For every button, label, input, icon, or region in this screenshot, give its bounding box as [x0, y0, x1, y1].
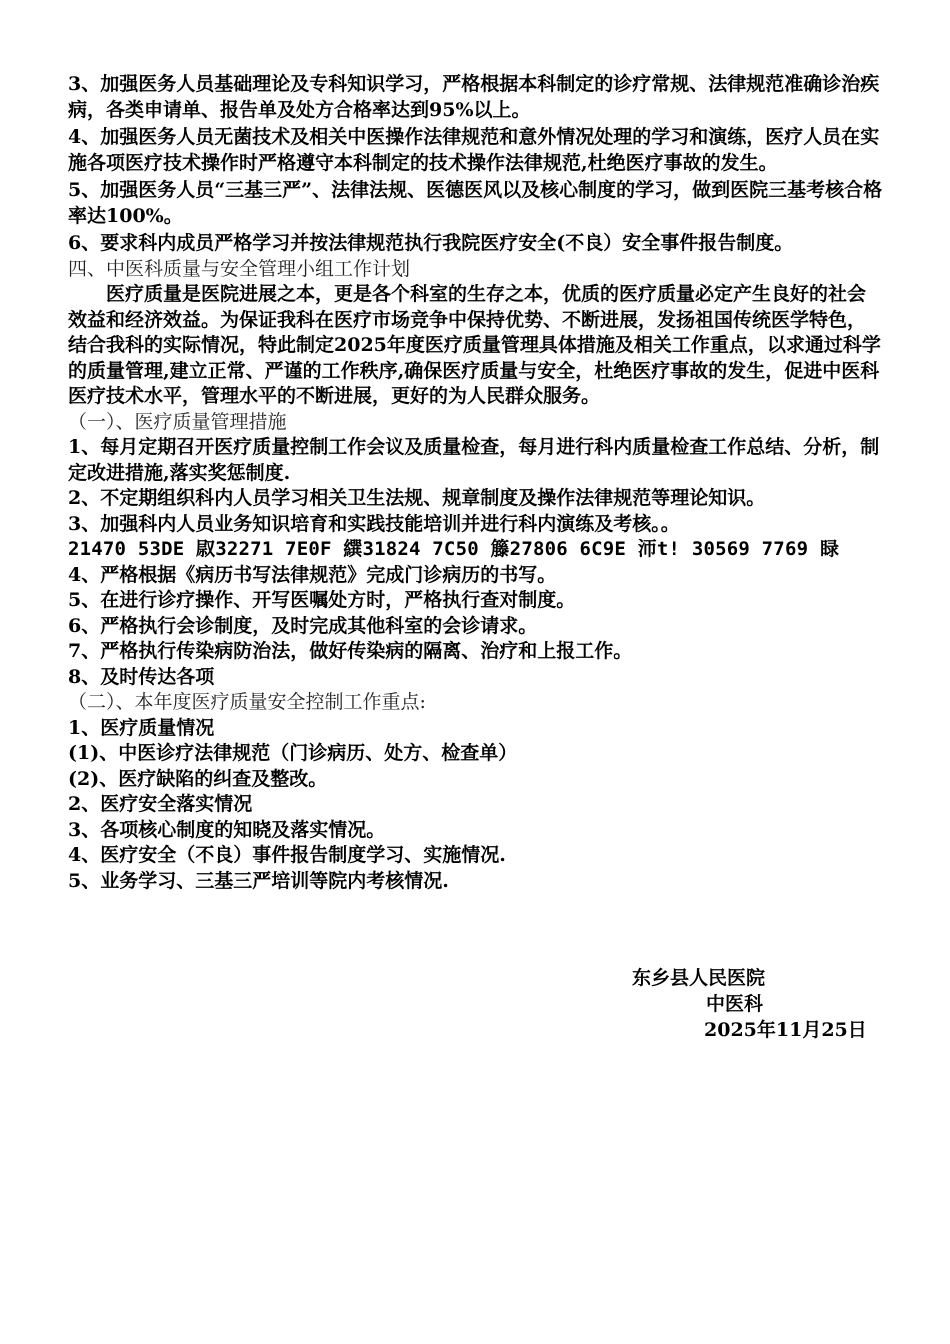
measure-item-7: 7、严格执行传染病防治法，做好传染病的隔离、治疗和上报工作。: [68, 640, 633, 662]
garbled-code-line: 21470 53DE 叞32271 7E0F 繏31824 7C50 籐27806 6C9E 沞t! 30569 7769 睩: [68, 538, 840, 560]
intro-paragraph: 医疗质量是医院进展之本，更是各个科室的生存之本，优质的医疗质量必定产生良好的社会效益和经济效益。为保证我科在医疗市场竞争中保持优势、不断进展，发扬祖国传统医学特色，结合我科的实际情况，特此制定2025年度医疗质量管理具体措施及相关工作重点，以求通过科学的质量管理,建立正常、严谨的工作秩序,确保医疗质量与安全，杜绝医疗事故的发生，促进中医科医疗技术水平，管理水平的不断进展，更好的为人民群众服务。: [68, 283, 881, 407]
paragraph-item-6: 6、要求科内成员严格学习并按法律规范执行我院医疗安全(不良）安全事件报告制度。: [68, 232, 794, 254]
paragraph-item-5: 5、加强医务人员“三基三严”、法律法规、医德医风以及核心制度的学习，做到医院三基考核合格率达100%。: [68, 179, 883, 227]
document-page: [68, 72, 883, 894]
measure-item-5: 5、在进行诊疗操作、开写医嘱处方时，严格执行查对制度。: [68, 589, 576, 611]
measure-item-8: 8、及时传达各项: [68, 665, 215, 688]
paragraph-item-3: 3、加强医务人员基础理论及专科知识学习，严格根据本科制定的诊疗常规、法律规范准确诊治疾病，各类申请单、报告单及处方合格率达到95%以上。: [68, 73, 880, 121]
measure-item-2: 2、不定期组织科内人员学习相关卫生法规、规章制度及操作法律规范等理论知识。: [68, 487, 766, 509]
focus-item-4: 4、医疗安全（不良）事件报告制度学习、实施情况.: [68, 844, 506, 866]
measure-item-3: 3、加强科内人员业务知识培育和实践技能培训并进行科内演练及考核。。: [68, 512, 680, 535]
focus-item-3: 3、各项核心制度的知晓及落实情况。: [68, 818, 386, 841]
measure-item-4: 4、严格根据《病历书写法律规范》完成门诊病历的书写。: [68, 563, 557, 586]
focus-item-5: 5、业务学习、三基三严培训等院内考核情况.: [68, 869, 449, 892]
signature-hospital: 东乡县人民医院: [632, 967, 766, 989]
measure-item-1: 1、每月定期召开医疗质量控制工作会议及质量检查，每月进行科内质量检查工作总结、分析，制定改进措施,落实奖惩制度.: [68, 436, 880, 484]
sub-heading-measures: （一）、医疗质量管理措施: [68, 410, 287, 433]
sub-heading-focus: （二）、本年度医疗质量安全控制工作重点:: [68, 691, 426, 713]
focus-item-1: 1、医疗质量情况: [68, 716, 215, 739]
section-four-heading: 四、中医科质量与安全管理小组工作计划: [68, 257, 411, 280]
signature-department: 中医科: [706, 993, 764, 1015]
focus-item-2: 2、医疗安全落实情况: [68, 793, 253, 815]
focus-item-1-1: (1)、中医诊疗法律规范（门诊病历、处方、检查单）: [68, 742, 518, 764]
measure-item-6: 6、严格执行会诊制度，及时完成其他科室的会诊请求。: [68, 614, 538, 637]
focus-item-1-2: (2)、医疗缺陷的纠查及整改。: [68, 767, 328, 790]
paragraph-item-4: 4、加强医务人员无菌技术及相关中医操作法律规范和意外情况处理的学习和演练，医疗人员在实施各项医疗技术操作时严格遵守本科制定的技术操作法律规范,杜绝医疗事故的发生。: [68, 126, 880, 174]
signature-date: 2025年11月25日: [704, 1019, 867, 1041]
